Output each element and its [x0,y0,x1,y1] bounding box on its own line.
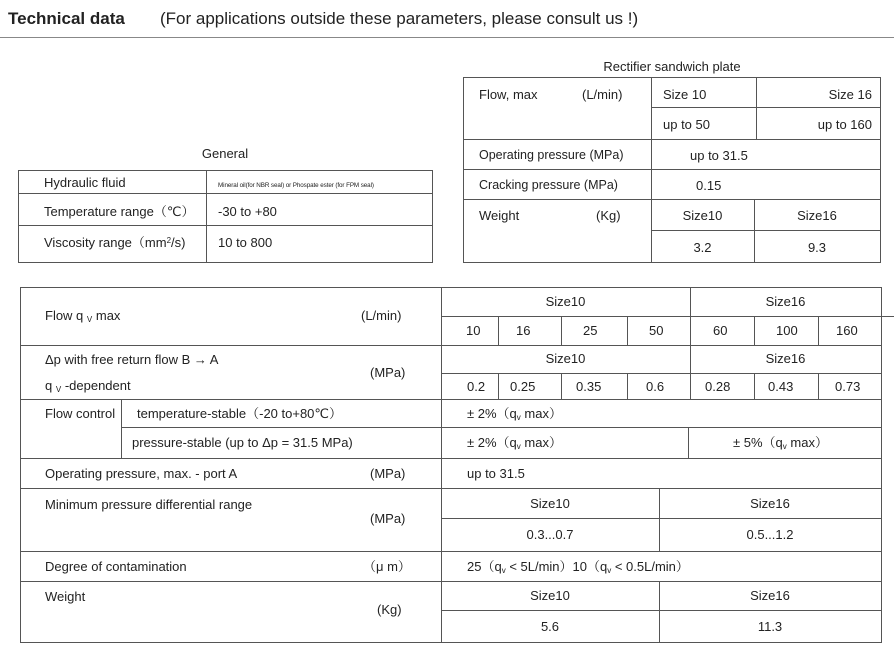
flow-control-press10-value: ± $2\%(q_v$ max） [467,435,562,451]
weight-size10-header: Size10 [530,588,570,603]
general-value-viscosity: 10 to 800 [218,235,273,250]
rectifier-op-value: up to 31.5 [690,148,748,163]
mpd-unit: (MPa) [370,511,406,526]
dp-value: 0.73 [835,379,861,394]
rectifier-weight-16: 9.3 [807,240,827,255]
flow-control-temp-value: ± $2\%(q_v$ max） [467,406,562,422]
dp-value: 0.43 [768,379,794,394]
flow-control-press-label: pressure-stable (up to Δp = 31.5 MPa) [132,435,353,450]
weight-label: Weight [45,589,86,604]
rectifier-weight-size10: Size10 [682,208,723,223]
dp-value: 0.35 [576,379,602,394]
contamination-unit: （μ m） [363,559,411,574]
mpd-value-10: 0.3...0.7 [526,527,574,542]
dp-size16-header: Size16 [765,351,806,366]
dp-value: 0.28 [705,379,731,394]
mpd-label: Minimum pressure differential range [45,497,253,512]
main-table [20,287,882,643]
flow-value: 50 [649,323,664,338]
rectifier-flow-10: up to 50 [663,117,710,132]
rectifier-op-label: Operating pressure (MPa) [479,148,624,162]
flow-control-temp-label: temperature-stable（-20 to+80℃） [137,406,343,421]
rectifier-flow-16: up to 160 [817,117,872,132]
weight-size16-header: Size16 [750,588,790,603]
dp-label-line2: q $_V$ -dependent [45,378,131,394]
dp-value: 0.2 [467,379,486,394]
flow-size16-header: Size16 [765,294,806,309]
general-caption: General [201,146,249,161]
rectifier-crack-value: 0.15 [696,178,722,193]
flow-unit: (L/min) [361,308,402,323]
flow-value: 16 [516,323,531,338]
flow-control-press16-value: ± $5\%(q_v$ max） [733,435,828,451]
page-header [0,0,894,38]
mpd-size10-header: Size10 [530,496,570,511]
rectifier-weight-size16: Size16 [797,208,837,223]
page-title: Technical data [8,9,125,28]
rectifier-table [463,77,881,263]
rectifier-caption: Rectifier sandwich plate [603,59,741,74]
general-label-viscosity: Viscosity $range(mm^2/s)$ [44,235,186,250]
dp-value: 0.25 [510,379,536,394]
weight-unit: (Kg) [377,602,402,617]
rectifier-size16-header: Size 16 [828,87,872,102]
mpd-size16-header: Size16 [750,496,790,511]
general-value-temperature: -30 to +80 [218,204,277,219]
rectifier-flow-label: Flow, max [479,87,538,102]
rectifier-weight-label: Weight [479,208,520,223]
op-pressure-unit: (MPa) [370,466,406,481]
dp-size10-header: Size10 [545,351,586,366]
mpd-value-16: 0.5...1.2 [746,527,794,542]
op-pressure-value: up to 31.5 [467,466,525,481]
rectifier-size10-header: Size 10 [663,87,707,102]
dp-value: 0.6 [646,379,665,394]
rectifier-flow-unit: (L/min) [582,87,623,102]
flow-value: 100 [776,323,798,338]
general-label-temperature: Temperature range（℃） [44,204,195,219]
flow-control-label: Flow control [45,406,116,421]
weight-value-10: 5.6 [540,619,560,634]
general-value-fluid: Mineral oil(for NBR seal) or Phospate ester (for FPM seal) [218,182,374,189]
flow-size10-header: Size10 [545,294,586,309]
flow-value: 25 [583,323,598,338]
flow-label: Flow q $_V$ max [45,308,121,324]
page-title-note: (For applications outside these parameters, please consult us !) [160,9,639,28]
dp-label-line1: Δp with free return flow B → A [45,352,219,367]
contamination-label: Degree of contamination [45,559,187,574]
op-pressure-label: Operating pressure, max. - port A [45,466,238,481]
contamination-value: $25(q_v < 5L/\min)10(q_v < 0.5L/\min)$ [467,559,689,575]
rectifier-crack-label: Cracking pressure (MPa) [479,178,618,192]
rectifier-weight-unit: (Kg) [596,208,621,223]
rectifier-weight-10: 3.2 [693,240,712,255]
flow-value: 60 [713,323,728,338]
flow-value: 10 [466,323,481,338]
general-table [18,170,433,263]
dp-unit: (MPa) [370,365,406,380]
weight-value-16: 11.3 [757,619,783,634]
flow-value: 160 [836,323,858,338]
general-label-fluid: Hydraulic fluid [44,175,126,190]
